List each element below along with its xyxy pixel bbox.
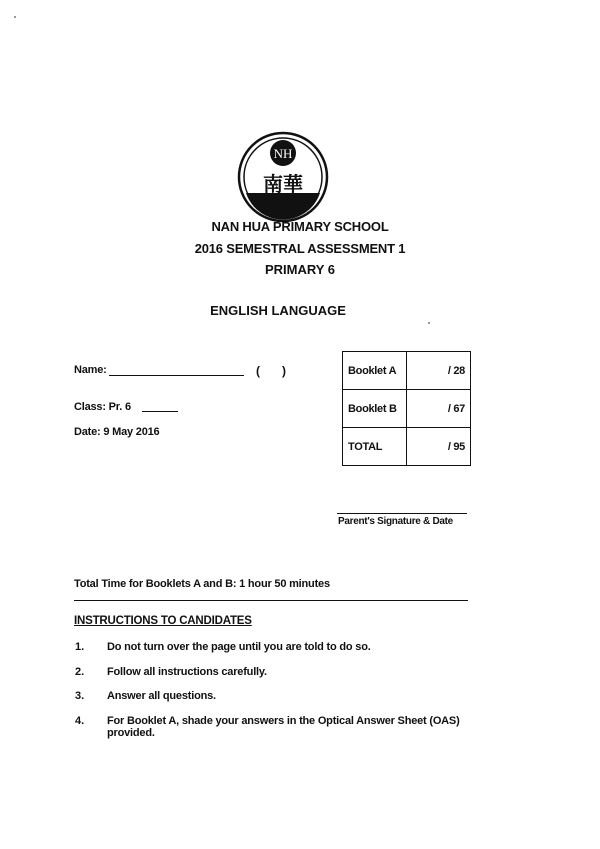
table-row [343,428,471,466]
marks-table [342,351,471,466]
scan-speck [428,322,430,324]
instruction-number: 2. [75,666,85,678]
total-label: TOTAL [343,428,407,466]
register-paren-close: ) [282,364,286,378]
instruction-number: 3. [75,690,85,702]
signature-field[interactable] [337,513,467,514]
assessment-title: 2016 SEMESTRAL ASSESSMENT 1 [194,241,406,256]
scan-speck [14,16,16,18]
logo-letters: NH [273,146,293,161]
total-time: Total Time for Booklets A and B: 1 hour 50 minutes [74,578,330,590]
name-label: Name: [74,364,107,376]
subject-title: ENGLISH LANGUAGE [210,303,346,318]
register-paren-open: ( [256,364,260,378]
table-row [343,390,471,428]
instruction-text: For Booklet A, shade your answers in the Optical Answer Sheet (OAS) provided. [107,715,460,739]
class-label: Class: Pr. 6 [74,401,131,413]
booklet-b-score: / 67 [407,390,471,428]
instructions-heading: INSTRUCTIONS TO CANDIDATES [74,615,252,627]
total-score: / 95 [407,428,471,466]
instruction-number: 1. [75,641,85,653]
instruction-text: Follow all instructions carefully. [107,666,267,678]
booklet-b-label: Booklet B [343,390,407,428]
date-label: Date: 9 May 2016 [74,426,160,438]
signature-label: Parent's Signature & Date [338,516,453,527]
booklet-a-score: / 28 [407,352,471,390]
instruction-number: 4. [75,715,85,727]
booklet-a-label: Booklet A [343,352,407,390]
name-field[interactable] [109,375,244,376]
school-logo [237,131,329,223]
class-field[interactable] [142,411,178,412]
logo-chinese: 南華 [263,172,303,196]
level-title: PRIMARY 6 [264,262,336,277]
divider [74,600,468,601]
instruction-text: Answer all questions. [107,690,216,702]
school-name: NAN HUA PRIMARY SCHOOL [211,219,389,234]
instruction-text: Do not turn over the page until you are told to do so. [107,641,371,653]
table-row [343,352,471,390]
